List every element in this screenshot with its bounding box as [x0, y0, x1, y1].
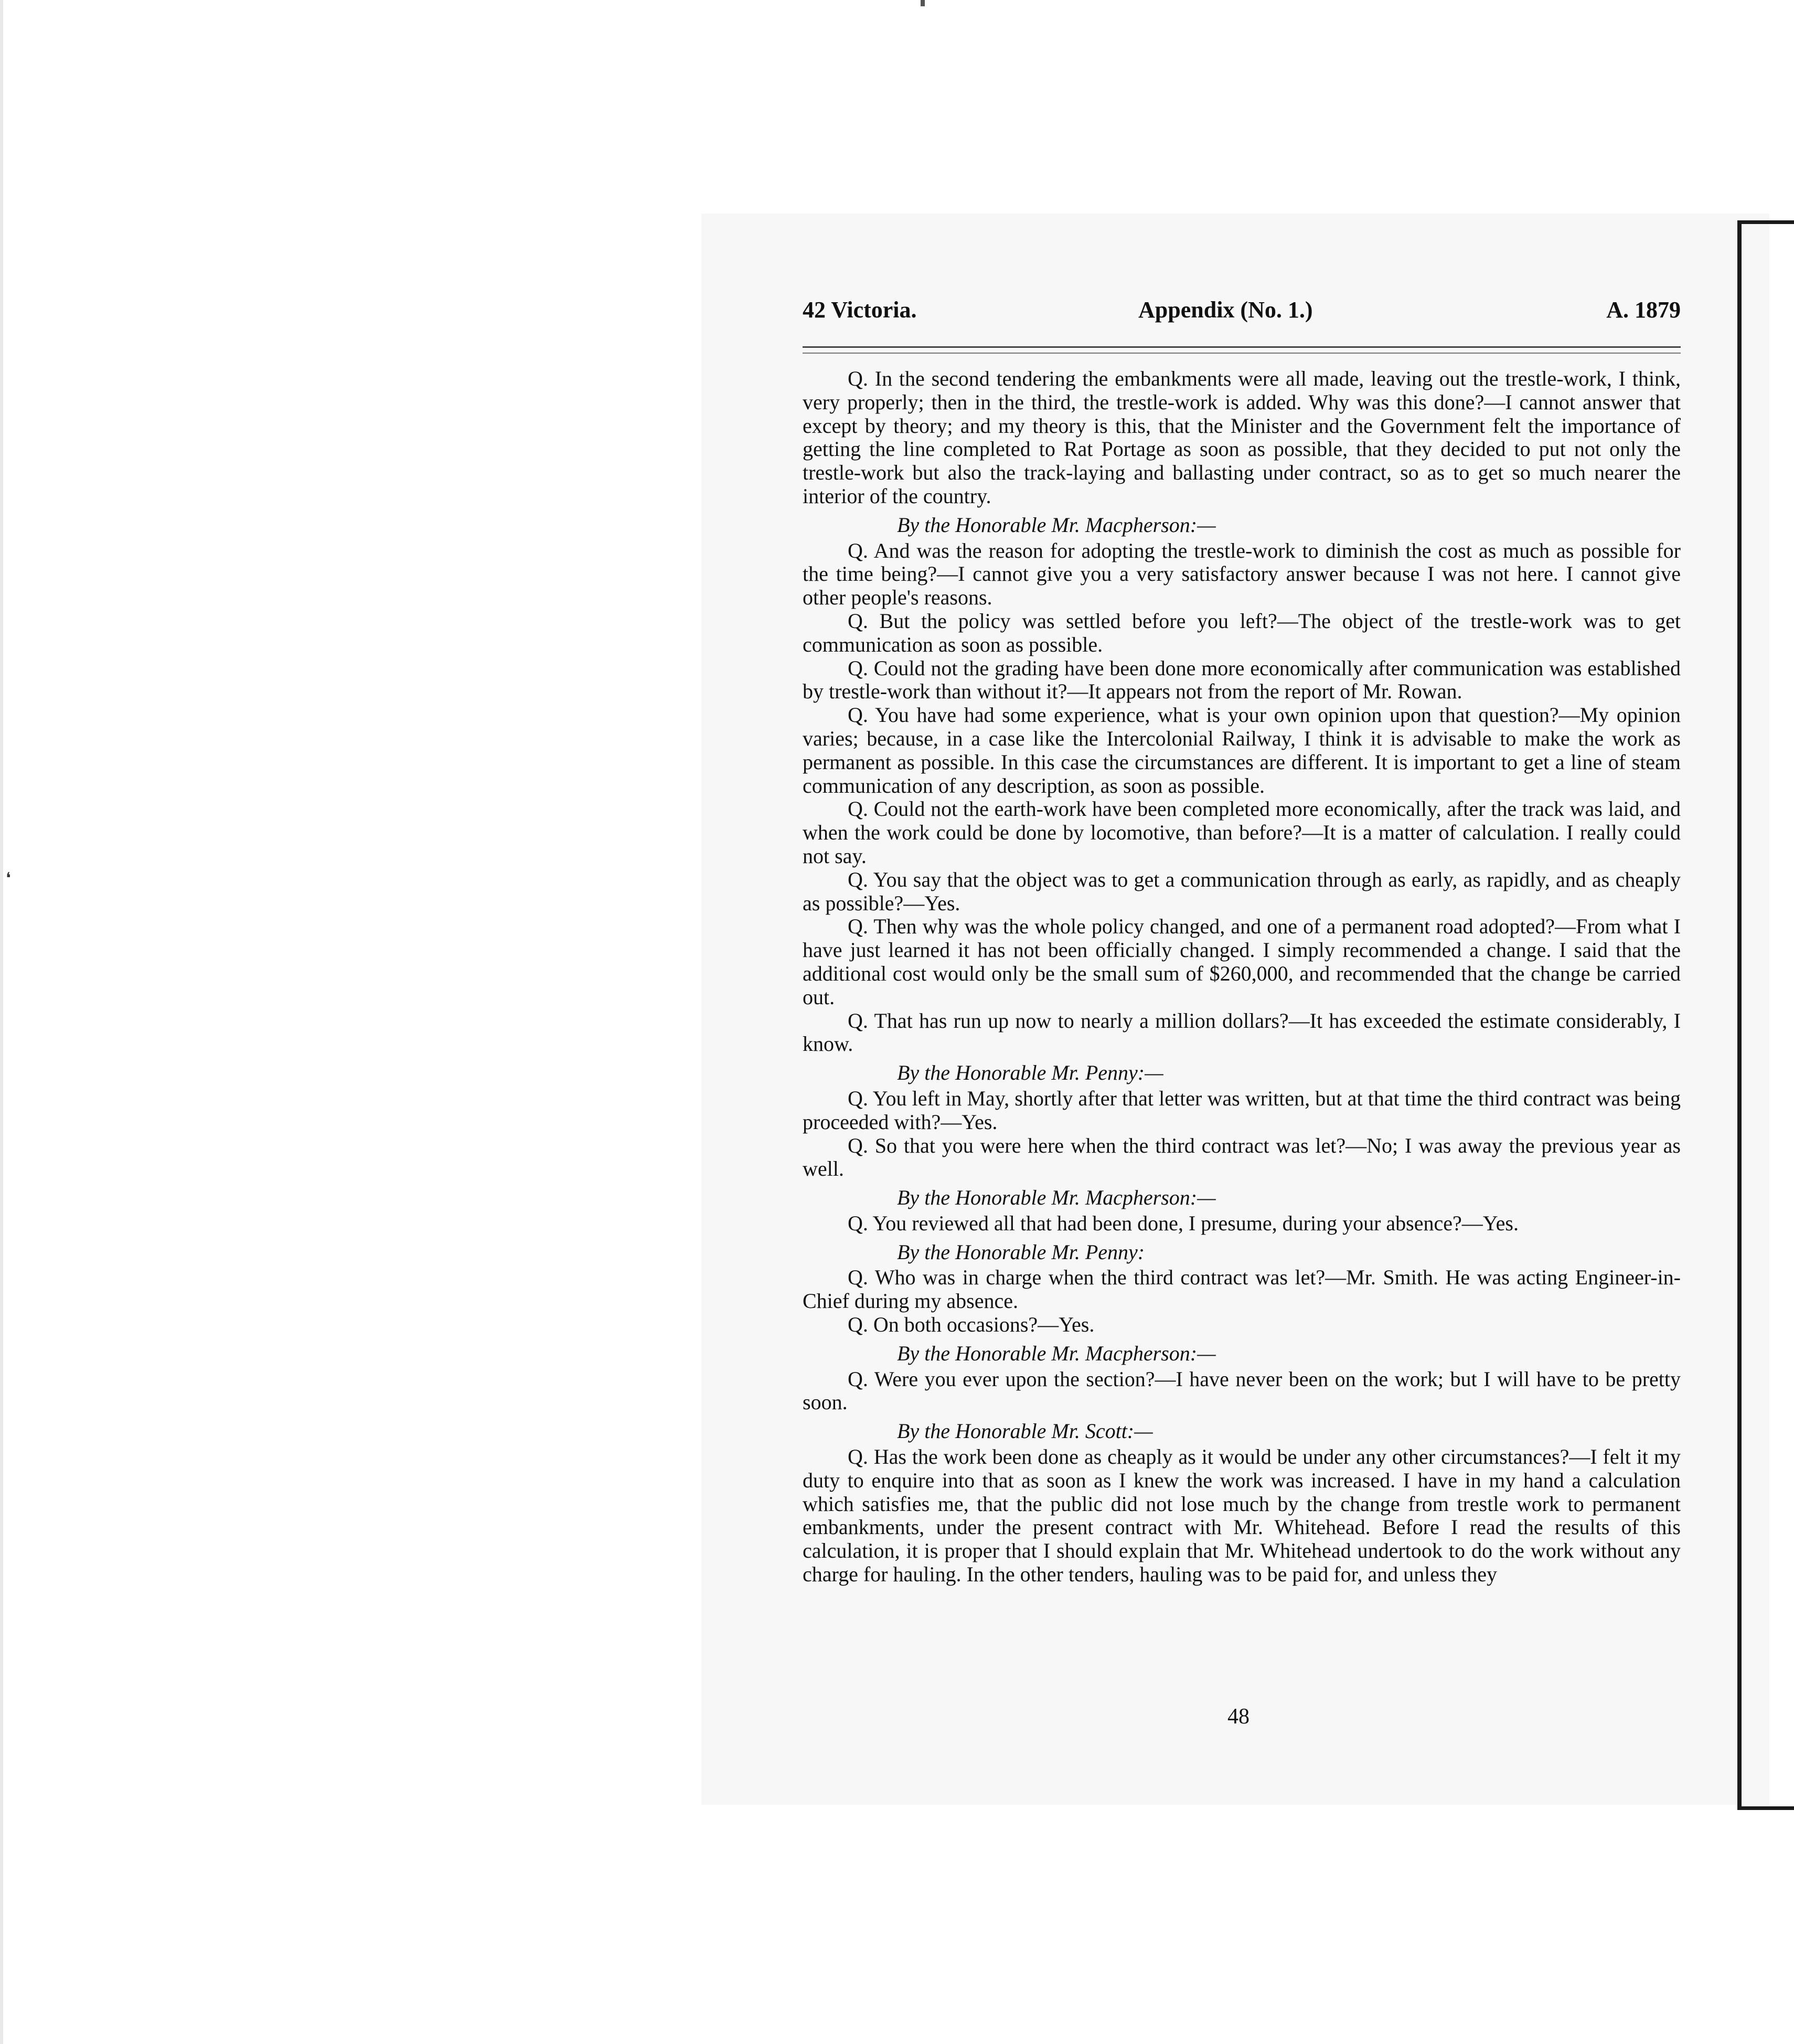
- speaker-heading: By the Honorable Mr. Penny:—: [897, 1061, 1163, 1085]
- question-answer: Q. In the second tendering the embankments were all made, leaving out the trestle-work, I think, very properly; then in the third, the trestle-work is added. Why was this done?—I cannot answer that except by theory; and my theory is this, that the Minister and the Government felt the importance of getting the line completed to Rat Portage as soon as possible, that they decided to put not only the trestle-work but also the track-laying and ballasting under contract, so as to get so much nearer the interior of the country.: [803, 367, 1681, 508]
- question-answer: Q. Were you ever upon the section?—I have never been on the work; but I will have to be pretty soon.: [803, 1367, 1681, 1414]
- question-answer: Q. And was the reason for adopting the trestle-work to diminish the cost as much as possible for the time being?—I cannot give you a very satisfactory answer because I was not here. I cannot give other people's reasons.: [803, 538, 1681, 610]
- page-edge-rule-bottom: [1737, 1806, 1794, 1810]
- scan-artifact-left: ❛: [6, 870, 11, 887]
- header-rule: [803, 346, 1681, 348]
- speaker-heading: By the Honorable Mr. Macpherson:—: [897, 513, 1216, 537]
- question-answer: Q. Who was in charge when the third contract was let?—Mr. Smith. He was acting Engineer-in-Chief during my absence.: [803, 1265, 1681, 1313]
- question-answer: Q. That has run up now to nearly a million dollars?—It has exceeded the estimate considerably, I know.: [803, 1008, 1681, 1056]
- page-edge-rule: [1737, 220, 1742, 1810]
- speaker-heading: By the Honorable Mr. Macpherson:—: [897, 1186, 1216, 1210]
- header-year: A. 1879: [1606, 297, 1681, 323]
- question-answer: Q. You say that the object was to get a communication through as early, as rapidly, and as cheaply as possible?—Yes.: [803, 867, 1681, 915]
- question-answer: Q. You reviewed all that had been done, I presume, during your absence?—Yes.: [848, 1211, 1519, 1235]
- question-answer: Q. Could not the grading have been done more economically after communication was established by trestle-work than without it?—It appears not from the report of Mr. Rowan.: [803, 656, 1681, 704]
- speaker-heading: By the Honorable Mr. Scott:—: [897, 1419, 1153, 1443]
- header-appendix: Appendix (No. 1.): [1138, 297, 1313, 323]
- speaker-heading: By the Honorable Mr. Macpherson:—: [897, 1341, 1216, 1365]
- scan-artifact-top: [921, 0, 925, 6]
- question-answer: Q. So that you were here when the third contract was let?—No; I was away the previous year as well.: [803, 1133, 1681, 1181]
- question-answer: Q. You left in May, shortly after that letter was written, but at that time the third contract was being proceeded with?—Yes.: [803, 1086, 1681, 1134]
- testimony-text: [803, 367, 1681, 1587]
- question-answer: Q. Has the work been done as cheaply as it would be under any other circumstances?—I felt it my duty to enquire into that as soon as I knew the work was increased. I have in my hand a calculation which satisfies me, that the public did not lose much by the change from trestle work to permanent embankments, under the present contract with Mr. Whitehead. Before I read the results of this calculation, it is proper that I should explain that Mr. Whitehead undertook to do the work without any charge for hauling. In the other tenders, hauling was to be paid for, and unless they: [803, 1445, 1681, 1587]
- question-answer: Q. On both occasions?—Yes.: [848, 1313, 1095, 1337]
- question-answer: Q. Could not the earth-work have been completed more economically, after the track was laid, and when the work could be done by locomotive, than before?—It is a matter of calculation. I really could not say.: [803, 797, 1681, 868]
- header-session: 42 Victoria.: [803, 297, 917, 323]
- page-edge-rule-top: [1737, 220, 1794, 224]
- page-number: 48: [1227, 1705, 1250, 1729]
- header-rule-secondary: [803, 353, 1681, 354]
- question-answer: Q. Then why was the whole policy changed, and one of a permanent road adopted?—From what I have just learned it has not been officially changed. I simply recommended a change. I said that the additional cost would only be the small sum of $260,000, and recommended that the change be carried out.: [803, 914, 1681, 1009]
- question-answer: Q. But the policy was settled before you left?—The object of the trestle-work was to get communication as soon as possible.: [803, 609, 1681, 656]
- question-answer: Q. You have had some experience, what is your own opinion upon that question?—My opinion varies; because, in a case like the Intercolonial Railway, I think it is advisable to make the work as permanent as possible. In this case the circumstances are different. It is important to get a line of steam communication of any description, as soon as possible.: [803, 703, 1681, 797]
- running-header: [803, 296, 1681, 328]
- speaker-heading: By the Honorable Mr. Penny:: [897, 1240, 1145, 1264]
